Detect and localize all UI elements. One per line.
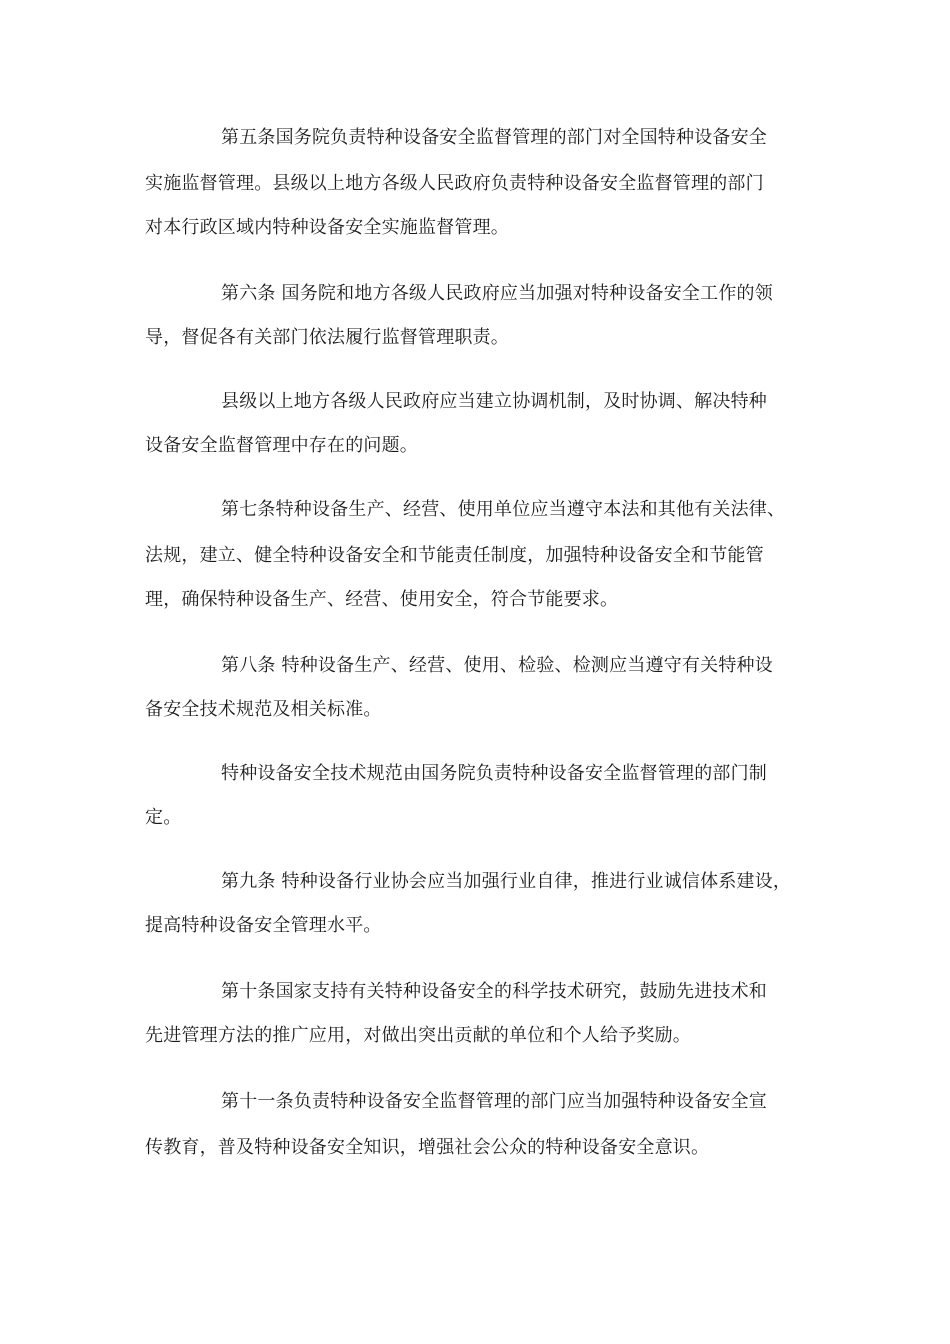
paragraph-line: 第九条 特种设备行业协会应当加强行业自律，推进行业诚信体系建设，: [221, 871, 792, 892]
paragraph-line: 实施监督管理。县级以上地方各级人民政府负责特种设备安全监督管理的部门: [145, 173, 764, 194]
paragraph-line: 理，确保特种设备生产、经营、使用安全，符合节能要求。: [145, 589, 619, 610]
paragraph-line: 先进管理方法的推广应用，对做出突出贡献的单位和个人给予奖励。: [145, 1025, 691, 1046]
paragraph-line: 定。: [145, 807, 182, 828]
paragraph-line: 第五条国务院负责特种设备安全监督管理的部门对全国特种设备安全: [221, 127, 767, 148]
paragraph-line: 县级以上地方各级人民政府应当建立协调机制，及时协调、解决特种: [221, 391, 767, 412]
paragraph-line: 特种设备安全技术规范由国务院负责特种设备安全监督管理的部门制: [221, 763, 767, 784]
paragraph-line: 提高特种设备安全管理水平。: [145, 915, 382, 936]
paragraph-line: 对本行政区域内特种设备安全实施监督管理。: [145, 217, 509, 238]
paragraph-line: 第八条 特种设备生产、经营、使用、检验、检测应当遵守有关特种设: [221, 655, 773, 676]
paragraph-line: 导，督促各有关部门依法履行监督管理职责。: [145, 327, 509, 348]
paragraph-line: 设备安全监督管理中存在的问题。: [145, 435, 418, 456]
paragraph-line: 传教育，普及特种设备安全知识，增强社会公众的特种设备安全意识。: [145, 1137, 710, 1158]
paragraph-line: 第十一条负责特种设备安全监督管理的部门应当加强特种设备安全宣: [221, 1091, 767, 1112]
paragraph-line: 第十条国家支持有关特种设备安全的科学技术研究，鼓励先进技术和: [221, 981, 767, 1002]
paragraph-line: 备安全技术规范及相关标准。: [145, 699, 382, 720]
paragraph-line: 法规，建立、健全特种设备安全和节能责任制度，加强特种设备安全和节能管: [145, 545, 764, 566]
paragraph-line: 第六条 国务院和地方各级人民政府应当加强对特种设备安全工作的领: [221, 283, 773, 304]
paragraph-line: 第七条特种设备生产、经营、使用单位应当遵守本法和其他有关法律、: [221, 499, 786, 520]
